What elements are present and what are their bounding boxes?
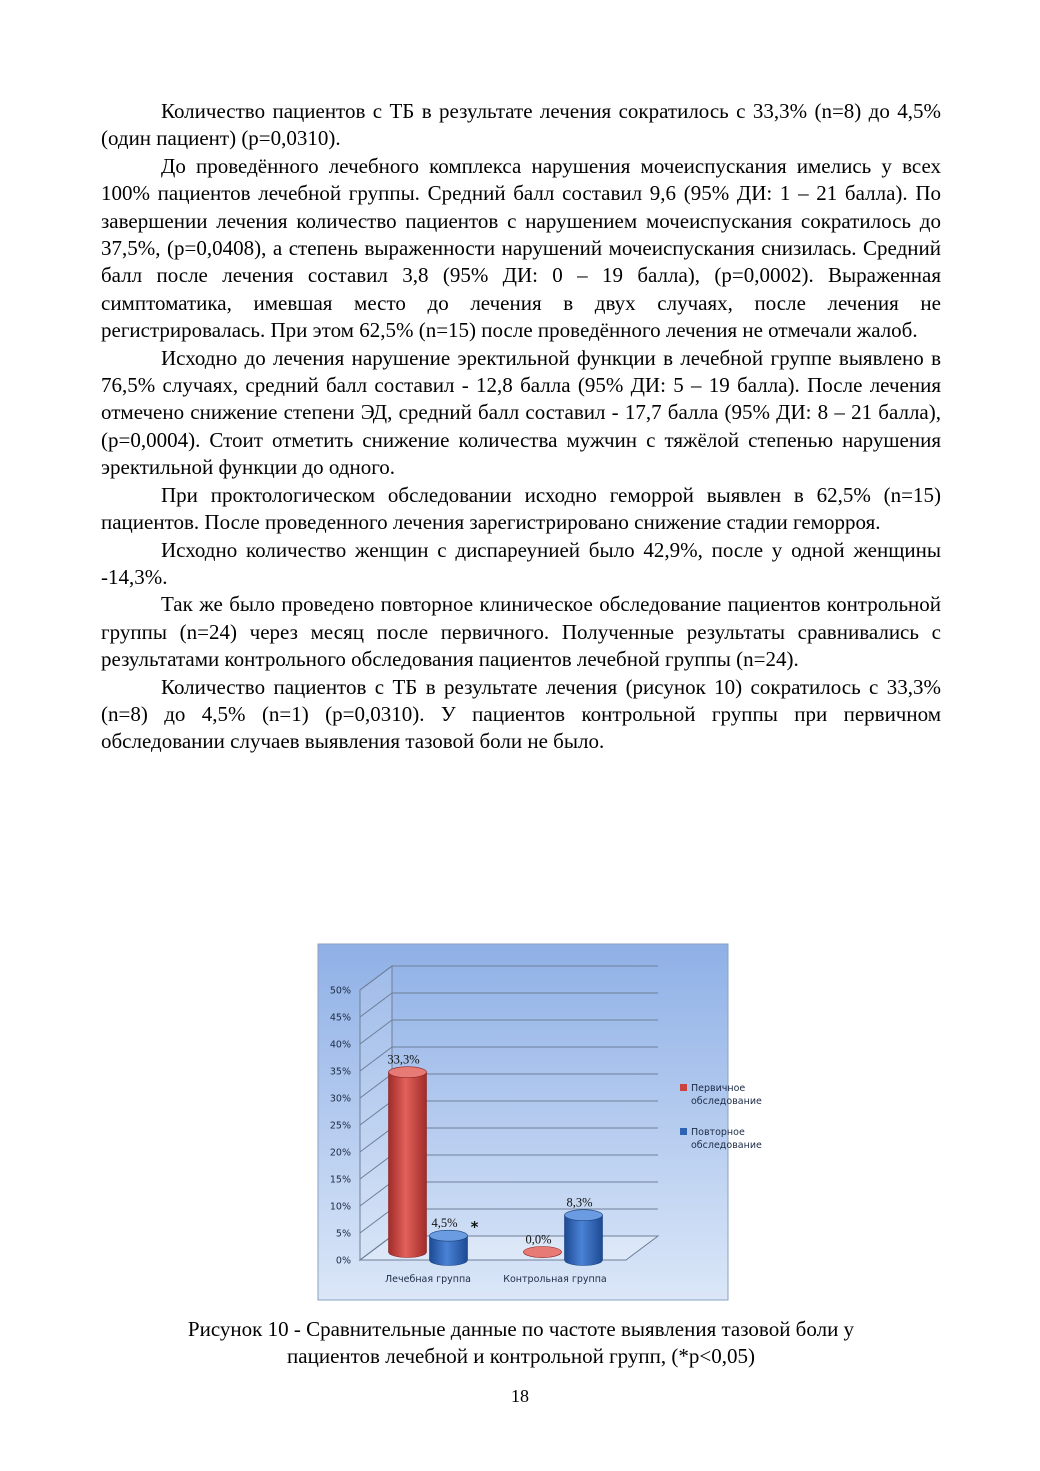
y-tick-label: 25%	[329, 1120, 351, 1132]
paragraph: Так же было проведено повторное клиническое обследование пациентов контрольной группы (n=24) через месяц после первичного. Полученные результаты сравнивались с результатами контрольного обследования пациентов лечебной группы (n=24).	[101, 592, 941, 672]
figure-caption	[101, 1316, 941, 1370]
legend-label: обследование	[691, 1096, 762, 1107]
y-tick-label: 10%	[329, 1201, 351, 1213]
significance-marker: *	[470, 1218, 479, 1237]
figure-chart	[318, 944, 762, 1300]
bar-value-label: 4,5%	[431, 1216, 458, 1231]
y-tick-label: 50%	[329, 985, 351, 997]
y-tick-label: 30%	[329, 1093, 351, 1105]
paragraph: Исходно до лечения нарушение эректильной функции в лечебной группе выявлено в 76,5% случаях, средний балл составил - 12,8 балла (95% ДИ: 5 – 19 балла). После лечения отмечено снижение степени ЭД, средний балл составил - 17,7 балла (95% ДИ: 8 – 21 балла), (p=0,0004). Стоит отметить снижение количества мужчин с тяжёлой степенью нарушения эректильной функции до одного.	[101, 345, 941, 480]
bar-value-label: 0,0%	[525, 1232, 552, 1247]
caption-line-1: Рисунок 10 - Сравнительные данные по частоте выявления тазовой боли у	[187, 1317, 855, 1341]
bar	[430, 1230, 468, 1265]
legend-label: Повторное	[691, 1127, 745, 1138]
bar	[389, 1067, 427, 1258]
x-category-label: Контрольная группа	[503, 1274, 607, 1285]
paragraph: При проктологическом обследовании исходно геморрой выявлен в 62,5% (n=15) пациентов. После проведенного лечения зарегистрировано снижение стадии геморроя.	[101, 482, 941, 535]
paragraph: До проведённого лечебного комплекса нарушения мочеиспускания имелись у всех 100% пациентов лечебной группы. Средний балл составил 9,6 (95% ДИ: 1 – 21 балла). По завершении лечения количество пациентов с нарушением мочеиспускания сократилось до 37,5%, (p=0,0408), а степень выраженности нарушений мочеиспускания снизилась. Средний балл после лечения составил 3,8 (95% ДИ: 0 – 19 балла), (p=0,0002). Выраженная симптоматика, имевшая место до лечения в двух случаях, после лечения не регистрировалась. При этом 62,5% (n=15) после проведённого лечения не отмечали жалоб.	[101, 153, 941, 343]
bar	[565, 1210, 603, 1266]
page-number: 18	[511, 1386, 529, 1406]
body-text	[101, 98, 941, 756]
bar-value-label: 33,3%	[387, 1052, 420, 1067]
paragraph: Количество пациентов с ТБ в результате лечения (рисунок 10) сократилось с 33,3% (n=8) до 4,5% (n=1) (p=0,0310). У пациентов контрольной группы при первичном обследовании случаев выявления тазовой боли не было.	[101, 674, 941, 754]
y-tick-label: 0%	[335, 1255, 351, 1267]
paragraph: Количество пациентов с ТБ в результате лечения сократилось с 33,3% (n=8) до 4,5% (один пациент) (p=0,0310).	[101, 99, 941, 151]
legend-label: Первичное	[691, 1083, 746, 1094]
y-tick-label: 20%	[329, 1147, 351, 1159]
legend-swatch	[680, 1128, 687, 1135]
legend-swatch	[680, 1084, 687, 1091]
bar-value-label: 8,3%	[566, 1195, 593, 1210]
bar	[524, 1247, 562, 1258]
y-tick-label: 5%	[335, 1228, 351, 1240]
y-tick-label: 40%	[329, 1039, 351, 1051]
y-tick-label: 45%	[329, 1012, 351, 1024]
y-tick-label: 35%	[329, 1066, 351, 1078]
caption-line-2: пациентов лечебной и контрольной групп, (*p<0,05)	[287, 1344, 755, 1368]
x-category-label: Лечебная группа	[385, 1274, 471, 1285]
y-tick-label: 15%	[329, 1174, 351, 1186]
bar-chart	[318, 944, 762, 1300]
legend-label: обследование	[691, 1140, 762, 1151]
paragraph: Исходно количество женщин с диспареунией было 42,9%, после у одной женщины -14,3%.	[101, 537, 941, 589]
